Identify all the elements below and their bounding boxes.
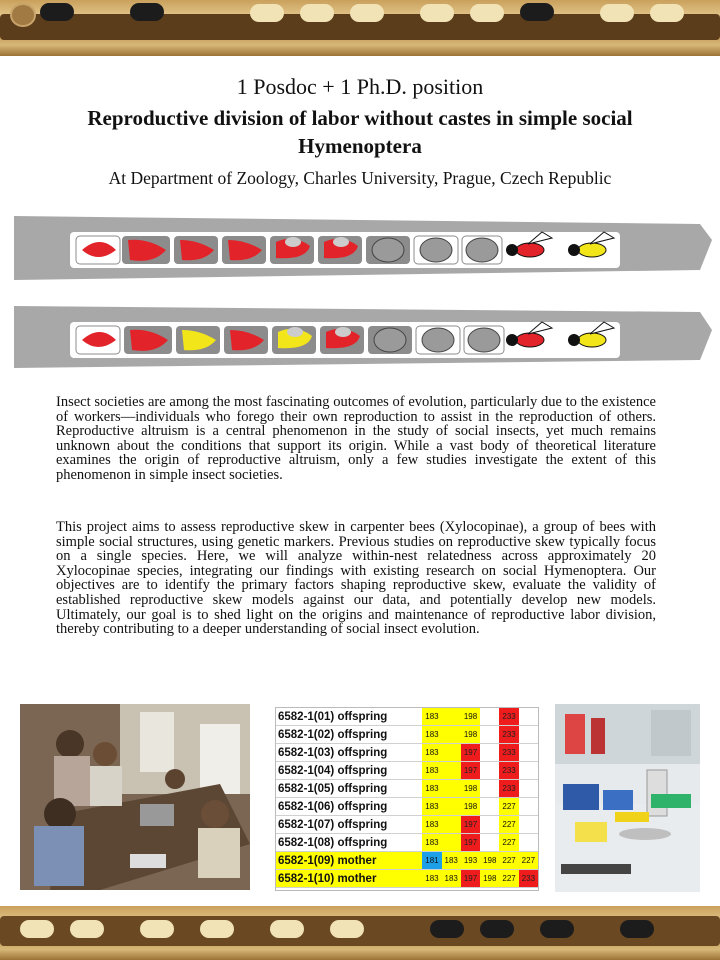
allele-cell: 193 <box>461 852 480 870</box>
allele-cell: 233 <box>499 744 518 762</box>
allele-cell <box>442 834 461 852</box>
genotype-row <box>276 780 538 798</box>
allele-cell: 197 <box>461 816 480 834</box>
allele-cell: 183 <box>422 780 441 798</box>
allele-cell: 227 <box>499 816 518 834</box>
allele-cell: 183 <box>422 834 441 852</box>
genotype-row <box>276 834 538 852</box>
sample-id-cell: 6582-1(07) offspring <box>276 816 422 834</box>
allele-cell: 197 <box>461 870 480 888</box>
genotype-row <box>276 870 538 888</box>
allele-cell <box>442 816 461 834</box>
allele-cell: 183 <box>422 726 441 744</box>
genotype-row <box>276 852 538 870</box>
allele-cell <box>442 762 461 780</box>
allele-cell <box>480 708 499 726</box>
allele-cell <box>519 816 538 834</box>
lab-students-photo <box>20 704 250 890</box>
allele-cell: 183 <box>422 816 441 834</box>
sample-id-cell: 6582-1(08) offspring <box>276 834 422 852</box>
sample-id-cell: 6582-1(01) offspring <box>276 708 422 726</box>
allele-cell: 183 <box>442 870 461 888</box>
sample-id-cell: 6582-1(09) mother <box>276 852 422 870</box>
nest-photo-top <box>0 0 720 56</box>
genotype-row <box>276 798 538 816</box>
genotype-row <box>276 726 538 744</box>
allele-cell <box>519 798 538 816</box>
allele-cell: 198 <box>461 798 480 816</box>
allele-cell <box>519 708 538 726</box>
allele-cell: 183 <box>422 744 441 762</box>
allele-cell <box>480 834 499 852</box>
allele-cell: 227 <box>499 870 518 888</box>
nest-cross-section-illustration <box>0 210 720 290</box>
allele-cell: 227 <box>499 834 518 852</box>
allele-cell <box>442 708 461 726</box>
allele-cell <box>480 762 499 780</box>
allele-cell <box>519 762 538 780</box>
sample-id-cell: 6582-1(10) mother <box>276 870 422 888</box>
allele-cell <box>480 816 499 834</box>
nest-diagram-2 <box>0 298 720 378</box>
allele-cell: 183 <box>422 798 441 816</box>
positions-heading: 1 Posdoc + 1 Ph.D. position <box>236 74 484 99</box>
project-title: Reproductive division of labor without castes in simple social Hymenoptera <box>87 106 633 158</box>
nest-diagram-1 <box>0 210 720 290</box>
allele-cell <box>442 780 461 798</box>
allele-cell: 233 <box>519 870 538 888</box>
allele-cell: 227 <box>519 852 538 870</box>
allele-cell: 197 <box>461 762 480 780</box>
allele-cell: 198 <box>461 726 480 744</box>
allele-cell <box>480 744 499 762</box>
sample-id-cell: 6582-1(02) offspring <box>276 726 422 744</box>
allele-cell <box>480 798 499 816</box>
allele-cell: 197 <box>461 744 480 762</box>
allele-cell <box>519 726 538 744</box>
project-paragraph: This project aims to assess reproductive skew in carpenter bees (Xylocopinae), a group of bees with simple social structures, using genetic markers. Previous studies on reproductive skew typically focus on a single species. Here, we will analyze within-nest relatedness across approximately 20 Xylocopinae species, integrating our findings with existing research on social Hymenoptera. Our objectives are to identify the primary factors shaping reproductive skew, evaluate the validity of established reproductive skew models against our data, and potentially develop new models. Ultimately, our goal is to shed light on the origins and maintenance of reproductive labor division, thereby contributing to a deeper understanding of social insect evolution. <box>56 519 656 638</box>
allele-cell: 233 <box>499 726 518 744</box>
allele-cell <box>480 780 499 798</box>
allele-cell <box>442 726 461 744</box>
genotype-row <box>276 762 538 780</box>
allele-cell <box>519 744 538 762</box>
sample-id-cell: 6582-1(03) offspring <box>276 744 422 762</box>
allele-cell: 198 <box>461 780 480 798</box>
nest-photo-bottom <box>0 906 720 960</box>
sample-id-cell: 6582-1(05) offspring <box>276 780 422 798</box>
allele-cell: 233 <box>499 762 518 780</box>
allele-cell: 233 <box>499 780 518 798</box>
sample-id-cell: 6582-1(04) offspring <box>276 762 422 780</box>
allele-cell: 233 <box>499 708 518 726</box>
affiliation: At Department of Zoology, Charles University, Prague, Czech Republic <box>108 168 612 188</box>
allele-cell: 181 <box>422 852 441 870</box>
genotype-table <box>275 707 539 891</box>
allele-cell <box>442 744 461 762</box>
allele-cell: 183 <box>422 708 441 726</box>
allele-cell <box>480 726 499 744</box>
allele-cell <box>442 798 461 816</box>
genotype-row <box>276 744 538 762</box>
allele-cell <box>519 780 538 798</box>
sample-id-cell: 6582-1(06) offspring <box>276 798 422 816</box>
lab-bench-photo <box>555 704 700 892</box>
nest-cross-section-illustration <box>0 298 720 378</box>
allele-cell: 198 <box>480 852 499 870</box>
allele-cell: 183 <box>442 852 461 870</box>
intro-paragraph: Insect societies are among the most fascinating outcomes of evolution, particularly due to the existence of workers—individuals who forego their own reproduction to assist in the reproduction of others. Reproductive altruism is a central phenomenon in the study of social insects, yet much remains unknown about the conditions that support its origin. While a vast body of theoretical literature examines the origin of reproductive altruism, only a few studies investigate the extent of this phenomenon in simple insect societies. <box>56 394 656 483</box>
allele-cell <box>519 834 538 852</box>
allele-cell: 183 <box>422 870 441 888</box>
allele-cell: 227 <box>499 798 518 816</box>
genotype-row <box>276 816 538 834</box>
allele-cell: 198 <box>461 708 480 726</box>
genotype-row <box>276 708 538 726</box>
allele-cell: 197 <box>461 834 480 852</box>
allele-cell: 198 <box>480 870 499 888</box>
allele-cell: 227 <box>499 852 518 870</box>
allele-cell: 183 <box>422 762 441 780</box>
